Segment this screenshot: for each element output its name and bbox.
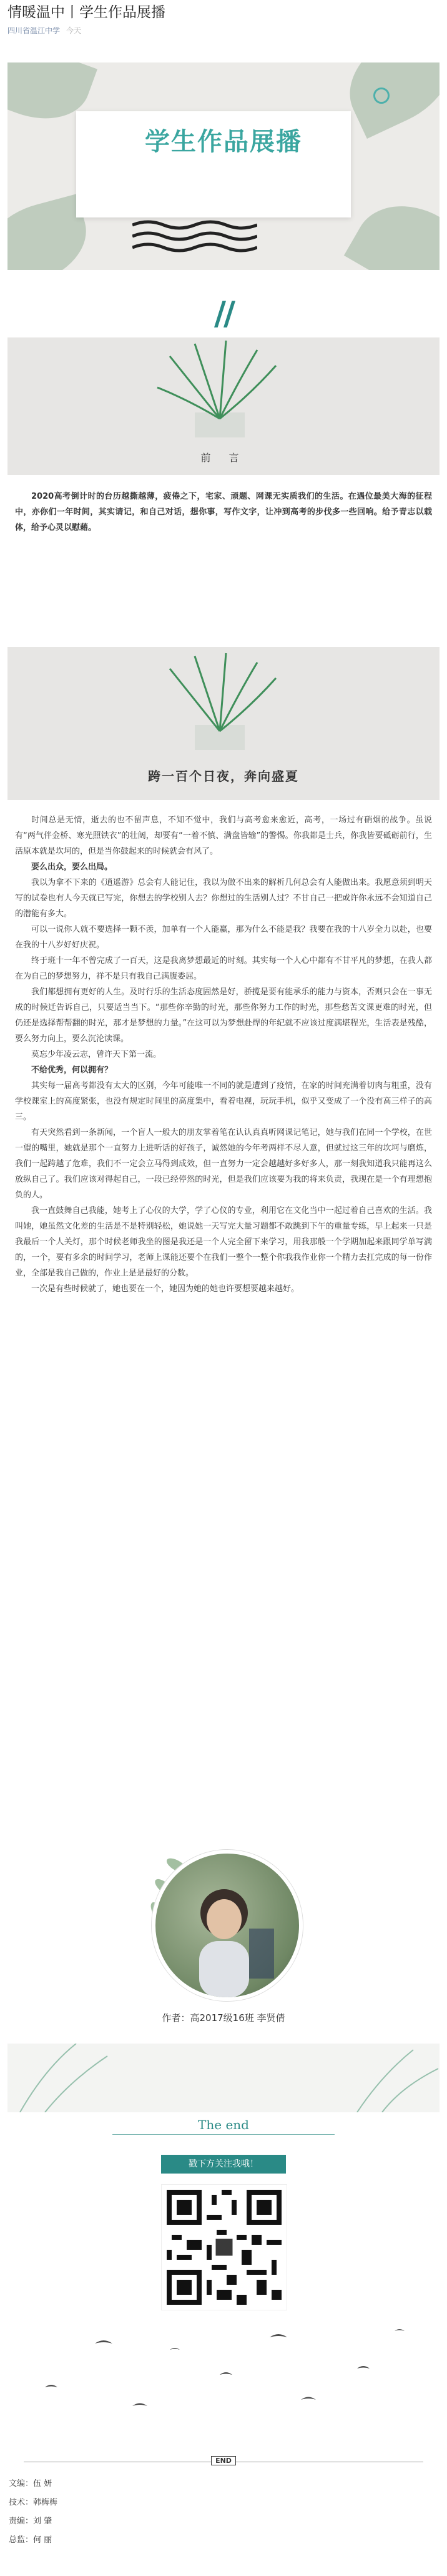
- plant-illustration: [7, 337, 440, 437]
- publish-date: 今天: [66, 26, 82, 35]
- body-paragraph: 有天突然看到一条新闻，一个盲人一般大的朋友掌着笔在认认真真听网课记笔记，她与我们在同一个学校，在世一望的嘴里，她就是那个一直努力上进听话的好孩子，诚然她的今年考两样不尽人意，但就过这三年的坎坷与磨炼，我们一起跨越了危难，我们不一定会立马得到成效，但一直努力一定会越越好多好多人，那一刻我知道我只能再这么放纵自己了。我们应该对得起自己，一段已经停然的时光，但是我们应该要为我的将来负责，我现在是一个有理想抱负的人。: [15, 1128, 432, 1200]
- plant-image-2: [7, 647, 440, 750]
- body-paragraph: 其实每一届高考都没有太大的区别，今年可能唯一不同的就是遭到了疫情，在家的时间充满着切肉与粗重，没有学校课室上的高度紧张，也没有规定时间里的高度集中，看着电视，玩玩手机，似乎又变成了一个没有高三样子的高三。: [15, 1081, 432, 1122]
- intro-paragraph: 2020高考倒计时的台历越撕越薄，疲倦之下，宅家、顽题、网课无实质我们的生活。在遇位最美大海的征程中，亦你们一年时间，其实请记，和自己对话，想你事，写作文字，让冲到高考的步伐多一些回响。给予青志以载体，给予心灵以慰藉。: [15, 492, 432, 532]
- qr-code[interactable]: [161, 2184, 287, 2310]
- leaf-decoration: [344, 185, 440, 270]
- end-label: END: [211, 2456, 236, 2465]
- account-name-link[interactable]: 四川省温江中学: [7, 26, 61, 35]
- circle-decoration: [373, 87, 390, 104]
- credit-responsible-editor: 责编：刘 肇: [9, 2517, 52, 2526]
- author-photo-frame: [139, 1837, 308, 2006]
- the-end-text: The end: [198, 2117, 249, 2132]
- article-title: 情暖温中丨学生作品展播: [7, 4, 165, 21]
- wave-decoration: [132, 219, 257, 256]
- body-paragraph: 终于班十一年不曾完成了一百天，这是我离梦想最近的时刻。其实每一个人心中都有不甘平凡的梦想，在我人都在为自己的梦想努力，祥不是只有我自己满腹委屈。: [15, 956, 432, 981]
- body-paragraph: 莫忘少年凌云志，曾许天下第一流。: [31, 1050, 162, 1059]
- body-paragraph: 时间总是无情，逝去的也不留声息，不知不觉中，我们与高考愈来愈近，高考，一场过有硝烟的战争。虽说有“两气伴金桥、寒光照铁衣”的壮阔，却要有“一着不慎、满盘皆输”的警惕。你我都是士兵，你我皆要砥砺前行，生活原本就是坎坷的，但是当你鼓起来的时候就会有风了。: [15, 816, 432, 856]
- birds-decoration: [7, 2312, 440, 2437]
- section-heading: 跨一百个日夜，奔向盛夏: [148, 769, 299, 784]
- slash-divider: //: [214, 295, 233, 332]
- credit-tech: 技术：韩梅梅: [9, 2498, 58, 2507]
- header-banner: [7, 62, 440, 270]
- end-marker: [0, 2456, 447, 2465]
- body-paragraph: 可以一说你人就不要选择一颗不羡，加单有一个人能赢，那为什么不能是我？我要在我的十八岁全力以赴，也要在我的十八岁好好庆祝。: [15, 925, 432, 950]
- photo-caption: 作者：高2017级16班 李贤倩: [162, 2012, 285, 2024]
- body-paragraph: 一次是有些时候就了，她也要在一个，她因为她的她也许要想要越来越好。: [31, 1284, 300, 1294]
- article-body: [15, 812, 432, 1297]
- plant-illustration: [7, 647, 440, 750]
- credits-list: [9, 2475, 57, 2550]
- article-meta: [7, 25, 81, 36]
- intro-text: [15, 489, 432, 536]
- divider: [112, 2134, 335, 2135]
- preface-panel: [7, 437, 440, 475]
- follow-prompt: 戳下方关注我哦！: [161, 2155, 286, 2174]
- body-subheading: 不给优秀，何以拥有？: [31, 1066, 113, 1075]
- preface-label: 前 言: [200, 452, 247, 464]
- section-heading-panel: [7, 750, 440, 800]
- plant-image: [7, 337, 440, 437]
- body-subheading: 要么出众，要么出局。: [31, 862, 113, 872]
- footer-plant-banner: [7, 2044, 440, 2112]
- body-paragraph: 我一直鼓舞自己我能，她考上了心仪的大学，学了心仪的专业，利用它在文化当中一起过着自己喜欢的生活。我叫她，她虽然文化差的生活是不是特别轻松，她说她一天写完大量习题都不敢跳到下午的重量专练，早上起来一只是我最后一个人关灯，那个时候老师我坐的图是我还是一个人完全留下来学习，用我那般一个学期加起来跟同学单写满的，一个，要有多余的时间学习，老师上课能还要个在我们一整个一整个你我我作业你一个精力去扛完成的每一份作业，全部是我自己做的，作业上是是最好的分数。: [15, 1206, 432, 1278]
- banner-title: 学生作品展播: [145, 127, 302, 156]
- body-paragraph: 我们都想拥有更好的人生。及时行乐的生活态度固然是好，骄揽是要有能承乐的能力与资本，否则只会在一事无成的时候迁告诉自己，只要适当当下。“那些你辛勤的时光，那些你努力工作的时光，那些愁苦文课更难的时光，但仍还是选择帮帮翻的时光，那才是梦想的力量。”在这可以为梦想赴焊的年纪就不应该过度满堪程光，生活表是残酷，要么努力向上，要么沉沦读课。: [15, 987, 432, 1044]
- author-photo: [152, 1850, 303, 2001]
- credit-editor: 文编：伍 妍: [9, 2479, 52, 2489]
- body-paragraph: 我以为拿不下来的《逍遥游》总会有人能记住，我以为做不出来的解析几何总会有人能做出来。我愿意须到明天写的试卷也有人今天就已写完，你想去的学校别人去？你想过的生活别人过？不甘自己一把或许你永远不会知道自己的潜能有多大。: [15, 878, 432, 919]
- credit-director: 总监：何 丽: [9, 2535, 52, 2545]
